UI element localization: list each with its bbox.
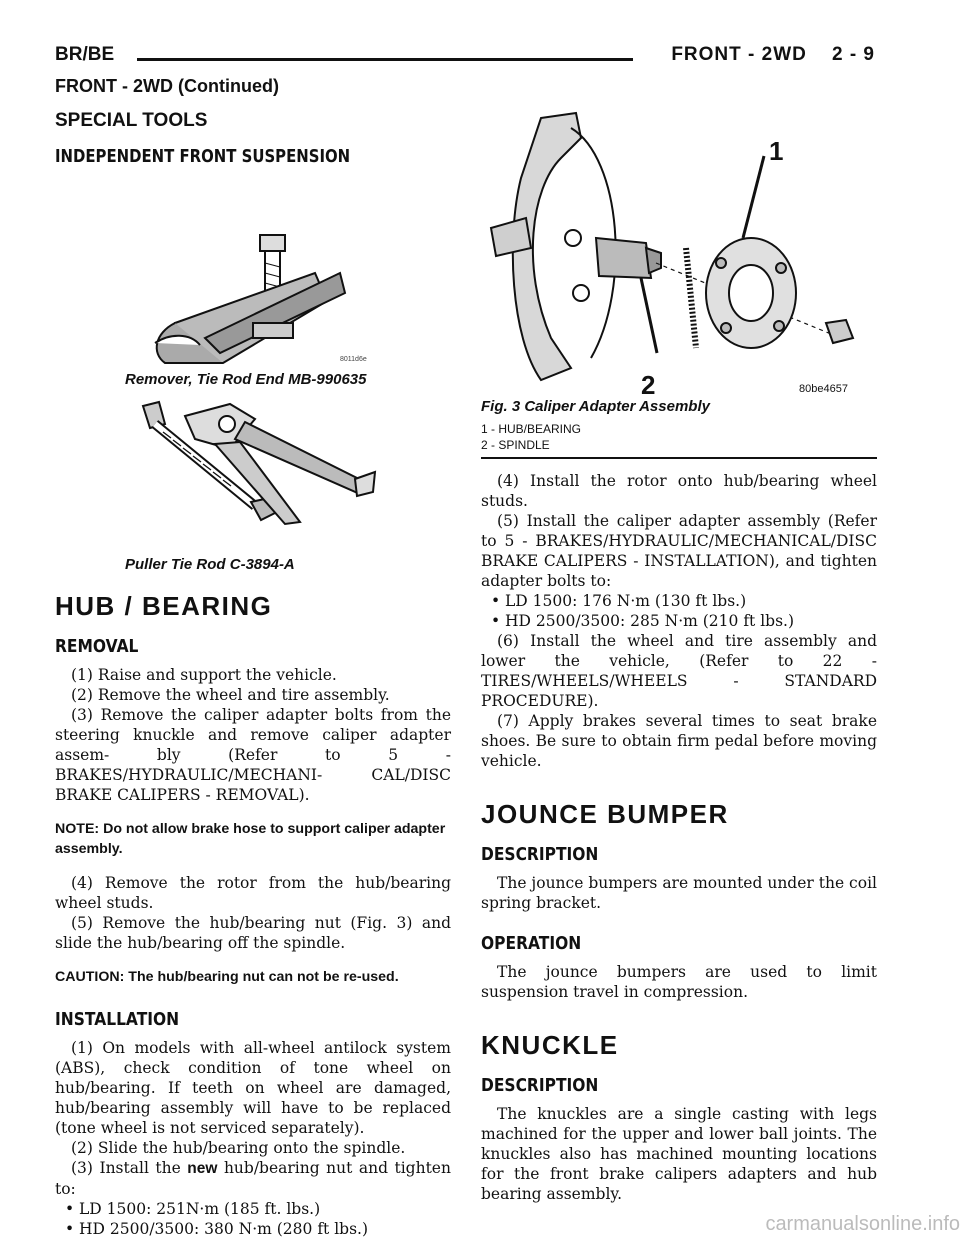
left-column — [55, 110, 451, 1239]
torque2-bullet-1-text: LD 1500: 176 N·m (130 ft lbs.) — [505, 592, 747, 610]
removal-step-3: (3) Remove the caliper adapter bolts from the steering knuckle and remove caliper adapter assem- bly (Refer to 5 - BRAKES/HYDRAULIC/MECHANI- CAL/DISC BRAKE CALIPERS - REMOVAL). — [55, 706, 451, 804]
jounce-operation-title: OPERATION — [481, 933, 582, 954]
install-step-5: (5) Install the caliper adapter assembly (Refer to 5 - BRAKES/HYDRAULIC/MECHANICAL/DISC BRAKE CALIPERS - INSTALLATION), and tighten adapter bolts to: — [481, 512, 877, 590]
torque2-bullet-1: • LD 1500: 176 N·m (130 ft lbs.) — [491, 592, 747, 610]
removal-caution: CAUTION: The hub/bearing nut can not be re-used. — [55, 969, 399, 985]
figure-3-rule — [481, 457, 877, 459]
install-step-3-pre: (3) Install the — [71, 1159, 188, 1177]
tool1-caption: Remover, Tie Rod End MB-990635 — [125, 371, 367, 388]
figure-3-code: 80be4657 — [799, 383, 848, 395]
header-model: BR/BE — [55, 44, 115, 65]
install-step-2: (2) Slide the hub/bearing onto the spindle. — [71, 1139, 406, 1157]
install-step-3-new: new — [187, 1160, 218, 1177]
torque-bullet-2: • HD 2500/3500: 380 N·m (280 ft lbs.) — [65, 1220, 369, 1238]
install-step-3 — [55, 1158, 451, 1199]
right-column — [481, 98, 877, 1204]
knuckle-title: KNUCKLE — [481, 1030, 619, 1060]
install-step-6: (6) Install the wheel and tire assembly and lower the vehicle, (Refer to 22 - TIRES/WHEELS/WHEELS - STANDARD PROCEDURE). — [481, 632, 877, 710]
torque2-bullet-2: • HD 2500/3500: 285 N·m (210 ft lbs.) — [491, 612, 795, 630]
hub-bearing-title: HUB / BEARING — [55, 591, 273, 621]
install-step-7: (7) Apply brakes several times to seat brake shoes. Be sure to obtain firm pedal before moving vehicle. — [481, 712, 877, 770]
figure-3 — [481, 98, 877, 398]
knuckle-description: The knuckles are a single casting with legs machined for the upper and lower ball joints. The knuckles also has machined mounting locations for the front brake calipers adapters and hub bearing assembly. — [481, 1105, 877, 1203]
tie-rod-remover-illustration — [55, 173, 451, 369]
special-tools-subtitle: INDEPENDENT FRONT SUSPENSION — [55, 146, 351, 167]
tool2-caption: Puller Tie Rod C-3894-A — [125, 556, 295, 573]
knuckle-description-title: DESCRIPTION — [481, 1075, 599, 1096]
special-tools-title: SPECIAL TOOLS — [55, 110, 208, 131]
jounce-description-title: DESCRIPTION — [481, 844, 599, 865]
removal-note: NOTE: Do not allow brake hose to support caliper adapter assembly. — [55, 821, 446, 857]
figure-3-legend-2: 2 - SPINDLE — [481, 438, 550, 452]
header-section: FRONT - 2WD 2 - 9 — [671, 44, 875, 65]
running-head: FRONT - 2WD (Continued) — [55, 76, 279, 96]
removal-title: REMOVAL — [55, 636, 139, 657]
page-header — [55, 44, 875, 76]
caliper-adapter-illustration — [481, 98, 877, 398]
header-rule — [137, 58, 633, 61]
callout-2: 2 — [641, 370, 656, 400]
removal-step-2: (2) Remove the wheel and tire assembly. — [71, 686, 390, 704]
torque-bullet-1-text: LD 1500: 251N·m (185 ft. lbs.) — [79, 1200, 321, 1218]
removal-step-1: (1) Raise and support the vehicle. — [71, 666, 337, 684]
tool1-tag: 8011d6e — [340, 356, 367, 363]
torque-bullet-2-text: HD 2500/3500: 380 N·m (280 ft lbs.) — [79, 1220, 369, 1238]
watermark: carmanualsonline.info — [765, 1213, 960, 1235]
torque2-bullet-2-text: HD 2500/3500: 285 N·m (210 ft lbs.) — [505, 612, 795, 630]
installation-title: INSTALLATION — [55, 1009, 180, 1030]
torque-bullet-1: • LD 1500: 251N·m (185 ft. lbs.) — [65, 1200, 321, 1218]
removal-step-4: (4) Remove the rotor from the hub/bearing wheel studs. — [55, 874, 451, 912]
tie-rod-puller-illustration — [55, 394, 451, 554]
install-step-3-post: hub/bearing nut and tighten to: — [55, 1159, 451, 1198]
jounce-description: The jounce bumpers are mounted under the coil spring bracket. — [481, 874, 877, 912]
tool2-figure — [55, 394, 451, 554]
install-step-4: (4) Install the rotor onto hub/bearing wheel studs. — [481, 472, 877, 510]
callout-1: 1 — [769, 136, 784, 166]
removal-step-5: (5) Remove the hub/bearing nut (Fig. 3) and slide the hub/bearing off the spindle. — [55, 914, 451, 952]
jounce-operation: The jounce bumpers are used to limit suspension travel in compression. — [481, 963, 877, 1001]
figure-3-caption: Fig. 3 Caliper Adapter Assembly — [481, 398, 710, 415]
jounce-bumper-title: JOUNCE BUMPER — [481, 799, 729, 829]
tool1-figure — [55, 173, 451, 369]
install-step-1: (1) On models with all-wheel antilock system (ABS), check condition of tone wheel on hub/bearing. If teeth on wheel are damaged, hub/bearing assembly will have to be replaced (tone wheel is not serviced separately). — [55, 1039, 451, 1137]
figure-3-legend-1: 1 - HUB/BEARING — [481, 422, 582, 436]
